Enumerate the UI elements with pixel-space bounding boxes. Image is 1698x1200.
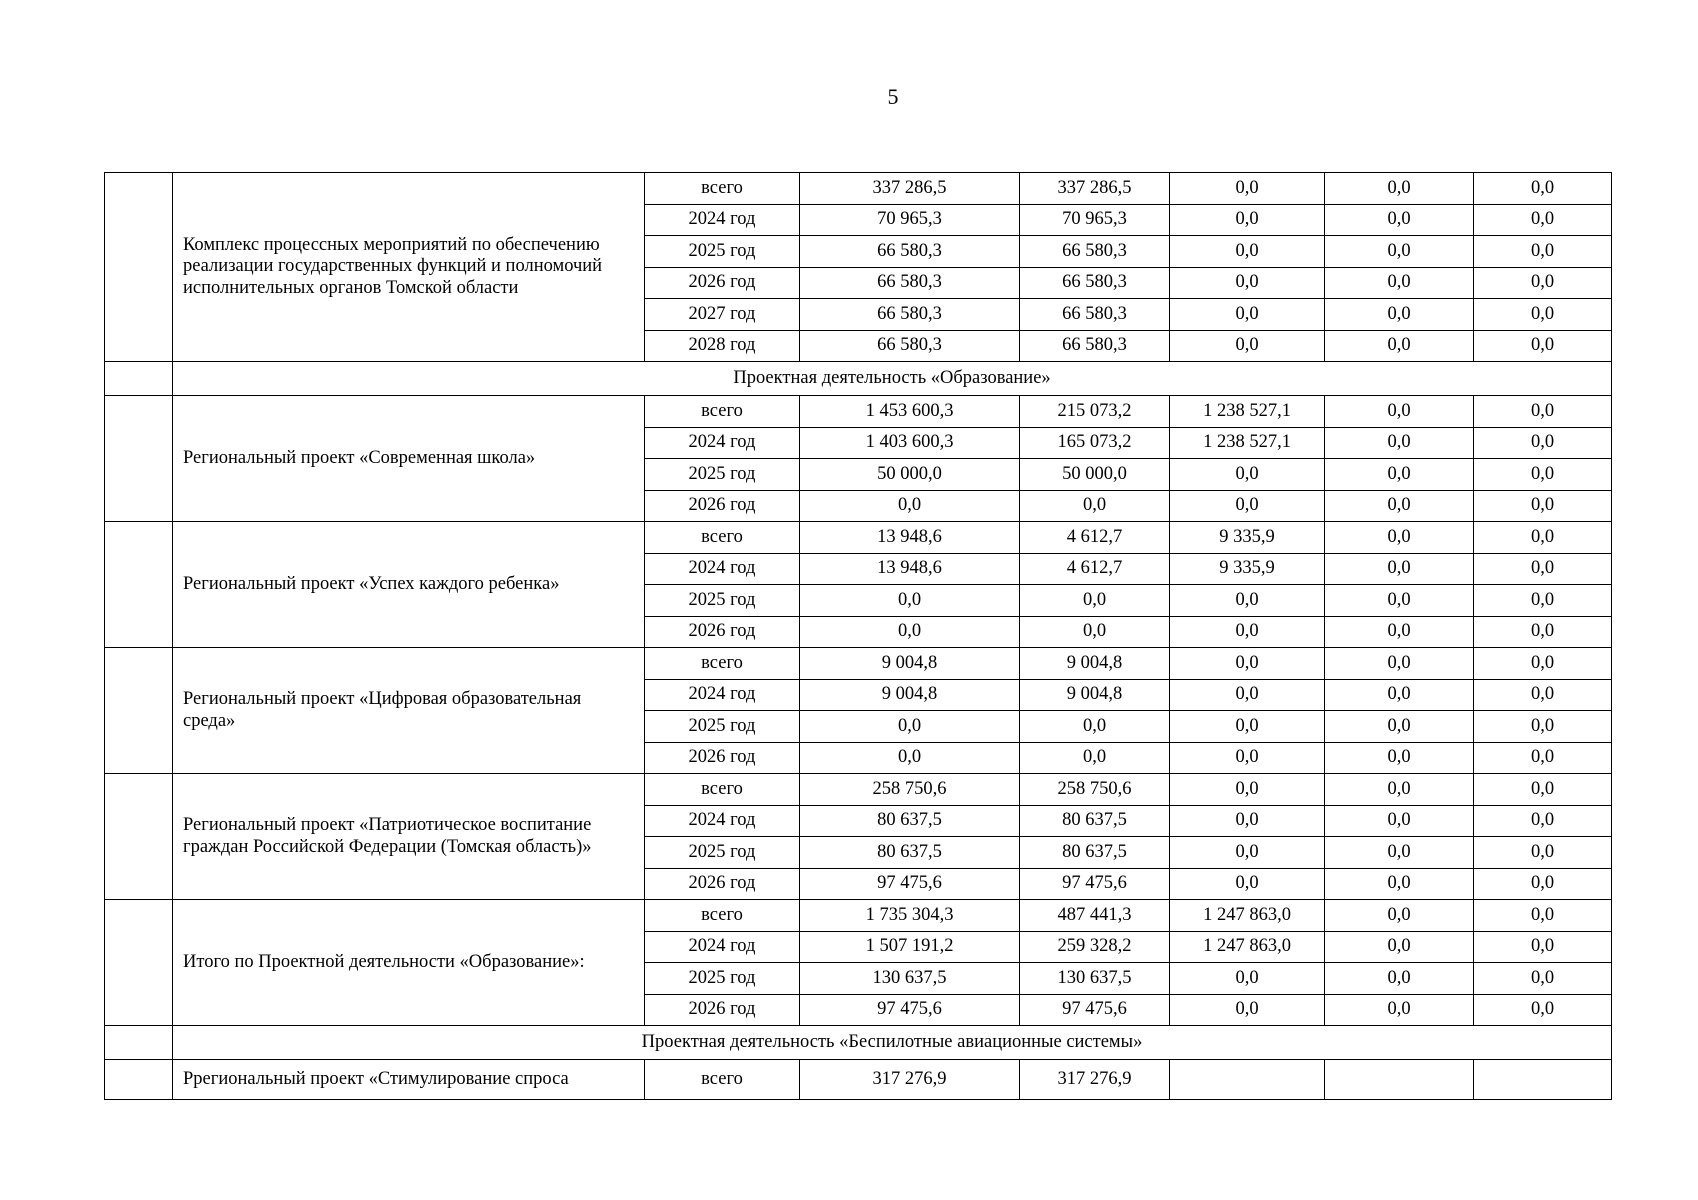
amount-cell: 0,0 [1325,522,1474,554]
amount-cell [1170,1060,1325,1100]
table-row [105,1060,1612,1100]
amount-cell: 0,0 [1170,837,1325,869]
amount-cell: 0,0 [1170,173,1325,205]
period-cell: всего [645,1060,800,1100]
amount-cell: 0,0 [1474,837,1612,869]
amount-cell: 317 276,9 [800,1060,1020,1100]
amount-cell: 1 247 863,0 [1170,931,1325,963]
amount-cell: 0,0 [1170,236,1325,268]
amount-cell: 0,0 [1325,585,1474,617]
amount-cell: 0,0 [1170,679,1325,711]
amount-cell: 0,0 [1474,236,1612,268]
amount-cell: 0,0 [800,616,1020,648]
amount-cell: 1 238 527,1 [1170,427,1325,459]
table-row [105,522,1612,554]
amount-cell: 66 580,3 [1020,236,1170,268]
amount-cell: 0,0 [1474,173,1612,205]
amount-cell: 0,0 [1474,900,1612,932]
amount-cell: 97 475,6 [1020,994,1170,1026]
amount-cell: 0,0 [1474,868,1612,900]
amount-cell: 0,0 [1474,330,1612,362]
amount-cell: 1 453 600,3 [800,396,1020,428]
amount-cell: 80 637,5 [1020,837,1170,869]
period-cell: 2025 год [645,459,800,491]
row-number-cell [105,522,173,648]
amount-cell: 1 247 863,0 [1170,900,1325,932]
amount-cell [1474,1060,1612,1100]
activity-name: Комплекс процессных мероприятий по обеспечению реализации государственных функций и полномочий исполнительных органов Томской области [173,173,645,362]
amount-cell: 0,0 [1325,900,1474,932]
amount-cell: 66 580,3 [1020,299,1170,331]
amount-cell: 80 637,5 [1020,805,1170,837]
amount-cell: 0,0 [1170,774,1325,806]
amount-cell: 9 335,9 [1170,522,1325,554]
amount-cell: 66 580,3 [800,299,1020,331]
budget-table [104,172,1612,1100]
amount-cell: 70 965,3 [1020,204,1170,236]
amount-cell: 337 286,5 [800,173,1020,205]
amount-cell: 0,0 [1170,868,1325,900]
amount-cell: 0,0 [1474,742,1612,774]
section-title: Проектная деятельность «Образование» [173,362,1612,396]
amount-cell: 97 475,6 [800,994,1020,1026]
period-cell: 2027 год [645,299,800,331]
period-cell: 2026 год [645,742,800,774]
amount-cell: 97 475,6 [800,868,1020,900]
amount-cell: 97 475,6 [1020,868,1170,900]
amount-cell: 0,0 [1170,459,1325,491]
amount-cell: 0,0 [1325,330,1474,362]
amount-cell: 0,0 [1170,330,1325,362]
period-cell: всего [645,900,800,932]
amount-cell: 0,0 [800,711,1020,743]
amount-cell: 0,0 [1325,427,1474,459]
amount-cell: 66 580,3 [800,236,1020,268]
amount-cell: 0,0 [1474,774,1612,806]
amount-cell: 4 612,7 [1020,553,1170,585]
amount-cell: 66 580,3 [800,267,1020,299]
amount-cell: 0,0 [1020,711,1170,743]
amount-cell: 0,0 [1170,994,1325,1026]
amount-cell: 50 000,0 [800,459,1020,491]
amount-cell: 130 637,5 [800,963,1020,995]
period-cell: 2024 год [645,805,800,837]
amount-cell: 0,0 [1474,805,1612,837]
period-cell: 2024 год [645,427,800,459]
amount-cell: 0,0 [1170,711,1325,743]
period-cell: всего [645,396,800,428]
row-number-cell [105,173,173,362]
period-cell: всего [645,648,800,680]
amount-cell: 337 286,5 [1020,173,1170,205]
amount-cell: 0,0 [1325,553,1474,585]
amount-cell: 0,0 [1474,648,1612,680]
activity-name: Региональный проект «Современная школа» [173,396,645,522]
section-row [105,1026,1612,1060]
amount-cell: 66 580,3 [1020,267,1170,299]
amount-cell: 0,0 [1474,616,1612,648]
period-cell: 2024 год [645,204,800,236]
page-number: 5 [887,84,899,109]
amount-cell: 0,0 [1170,963,1325,995]
period-cell: 2026 год [645,868,800,900]
amount-cell: 9 004,8 [1020,679,1170,711]
amount-cell: 66 580,3 [1020,330,1170,362]
amount-cell: 165 073,2 [1020,427,1170,459]
amount-cell: 0,0 [1020,742,1170,774]
amount-cell: 0,0 [1474,994,1612,1026]
amount-cell: 0,0 [1325,204,1474,236]
amount-cell: 0,0 [1325,236,1474,268]
row-number-cell [105,1060,173,1100]
activity-name: Региональный проект «Успех каждого ребенка» [173,522,645,648]
amount-cell: 0,0 [1325,679,1474,711]
row-number-cell [105,362,173,396]
amount-cell: 0,0 [1325,711,1474,743]
table-row [105,774,1612,806]
period-cell: 2024 год [645,553,800,585]
amount-cell: 0,0 [1170,742,1325,774]
amount-cell: 0,0 [1170,616,1325,648]
period-cell: всего [645,774,800,806]
amount-cell: 0,0 [1474,711,1612,743]
activity-name: Региональный проект «Патриотическое воспитание граждан Российской Федерации (Томская область)» [173,774,645,900]
amount-cell: 0,0 [1170,648,1325,680]
amount-cell: 487 441,3 [1020,900,1170,932]
period-cell: 2025 год [645,963,800,995]
amount-cell: 0,0 [1474,931,1612,963]
amount-cell: 13 948,6 [800,553,1020,585]
amount-cell: 0,0 [1474,679,1612,711]
amount-cell: 0,0 [1325,616,1474,648]
amount-cell: 50 000,0 [1020,459,1170,491]
amount-cell: 9 004,8 [1020,648,1170,680]
amount-cell: 9 004,8 [800,679,1020,711]
amount-cell: 0,0 [1020,490,1170,522]
activity-name: Региональный проект «Цифровая образовательная среда» [173,648,645,774]
amount-cell [1325,1060,1474,1100]
amount-cell: 215 073,2 [1020,396,1170,428]
period-cell: 2025 год [645,585,800,617]
amount-cell: 4 612,7 [1020,522,1170,554]
amount-cell: 9 004,8 [800,648,1020,680]
amount-cell: 0,0 [800,585,1020,617]
table-row [105,396,1612,428]
section-title: Проектная деятельность «Беспилотные авиационные системы» [173,1026,1612,1060]
amount-cell: 258 750,6 [1020,774,1170,806]
amount-cell: 0,0 [800,742,1020,774]
amount-cell: 0,0 [800,490,1020,522]
amount-cell: 0,0 [1474,585,1612,617]
period-cell: 2026 год [645,267,800,299]
amount-cell: 1 507 191,2 [800,931,1020,963]
amount-cell: 13 948,6 [800,522,1020,554]
amount-cell: 1 403 600,3 [800,427,1020,459]
period-cell: 2025 год [645,837,800,869]
amount-cell: 0,0 [1474,553,1612,585]
period-cell: 2028 год [645,330,800,362]
amount-cell: 0,0 [1474,963,1612,995]
amount-cell: 0,0 [1325,742,1474,774]
period-cell: 2025 год [645,711,800,743]
amount-cell: 9 335,9 [1170,553,1325,585]
period-cell: всего [645,522,800,554]
amount-cell: 0,0 [1325,963,1474,995]
amount-cell: 0,0 [1474,204,1612,236]
amount-cell: 0,0 [1170,585,1325,617]
amount-cell: 0,0 [1325,805,1474,837]
table-body [105,173,1612,1100]
amount-cell: 130 637,5 [1020,963,1170,995]
amount-cell: 317 276,9 [1020,1060,1170,1100]
amount-cell: 0,0 [1474,490,1612,522]
table-row [105,648,1612,680]
amount-cell: 80 637,5 [800,837,1020,869]
row-number-cell [105,396,173,522]
amount-cell: 0,0 [1325,994,1474,1026]
amount-cell: 0,0 [1325,868,1474,900]
table-row [105,900,1612,932]
amount-cell: 0,0 [1325,490,1474,522]
amount-cell: 0,0 [1020,616,1170,648]
row-number-cell [105,774,173,900]
amount-cell: 0,0 [1170,805,1325,837]
amount-cell: 0,0 [1170,267,1325,299]
amount-cell: 0,0 [1474,459,1612,491]
amount-cell: 0,0 [1474,267,1612,299]
amount-cell: 0,0 [1474,299,1612,331]
row-number-cell [105,648,173,774]
amount-cell: 0,0 [1325,396,1474,428]
period-cell: 2026 год [645,994,800,1026]
amount-cell: 70 965,3 [800,204,1020,236]
amount-cell: 0,0 [1325,267,1474,299]
period-cell: 2024 год [645,679,800,711]
amount-cell: 0,0 [1325,931,1474,963]
amount-cell: 0,0 [1325,173,1474,205]
amount-cell: 0,0 [1170,490,1325,522]
amount-cell: 0,0 [1325,299,1474,331]
amount-cell: 80 637,5 [800,805,1020,837]
amount-cell: 0,0 [1474,522,1612,554]
amount-cell: 258 750,6 [800,774,1020,806]
row-number-cell [105,900,173,1026]
activity-name: Итого по Проектной деятельности «Образование»: [173,900,645,1026]
row-number-cell [105,1026,173,1060]
amount-cell: 0,0 [1325,837,1474,869]
period-cell: 2024 год [645,931,800,963]
period-cell: 2026 год [645,490,800,522]
amount-cell: 66 580,3 [800,330,1020,362]
table-row [105,173,1612,205]
section-row [105,362,1612,396]
amount-cell: 1 735 304,3 [800,900,1020,932]
amount-cell: 0,0 [1325,774,1474,806]
amount-cell: 0,0 [1474,396,1612,428]
amount-cell: 0,0 [1474,427,1612,459]
amount-cell: 1 238 527,1 [1170,396,1325,428]
period-cell: всего [645,173,800,205]
activity-name: Ррегиональный проект «Стимулирование спроса [173,1060,645,1100]
period-cell: 2025 год [645,236,800,268]
amount-cell: 0,0 [1325,459,1474,491]
amount-cell: 0,0 [1020,585,1170,617]
period-cell: 2026 год [645,616,800,648]
amount-cell: 0,0 [1170,204,1325,236]
amount-cell: 259 328,2 [1020,931,1170,963]
amount-cell: 0,0 [1170,299,1325,331]
amount-cell: 0,0 [1325,648,1474,680]
